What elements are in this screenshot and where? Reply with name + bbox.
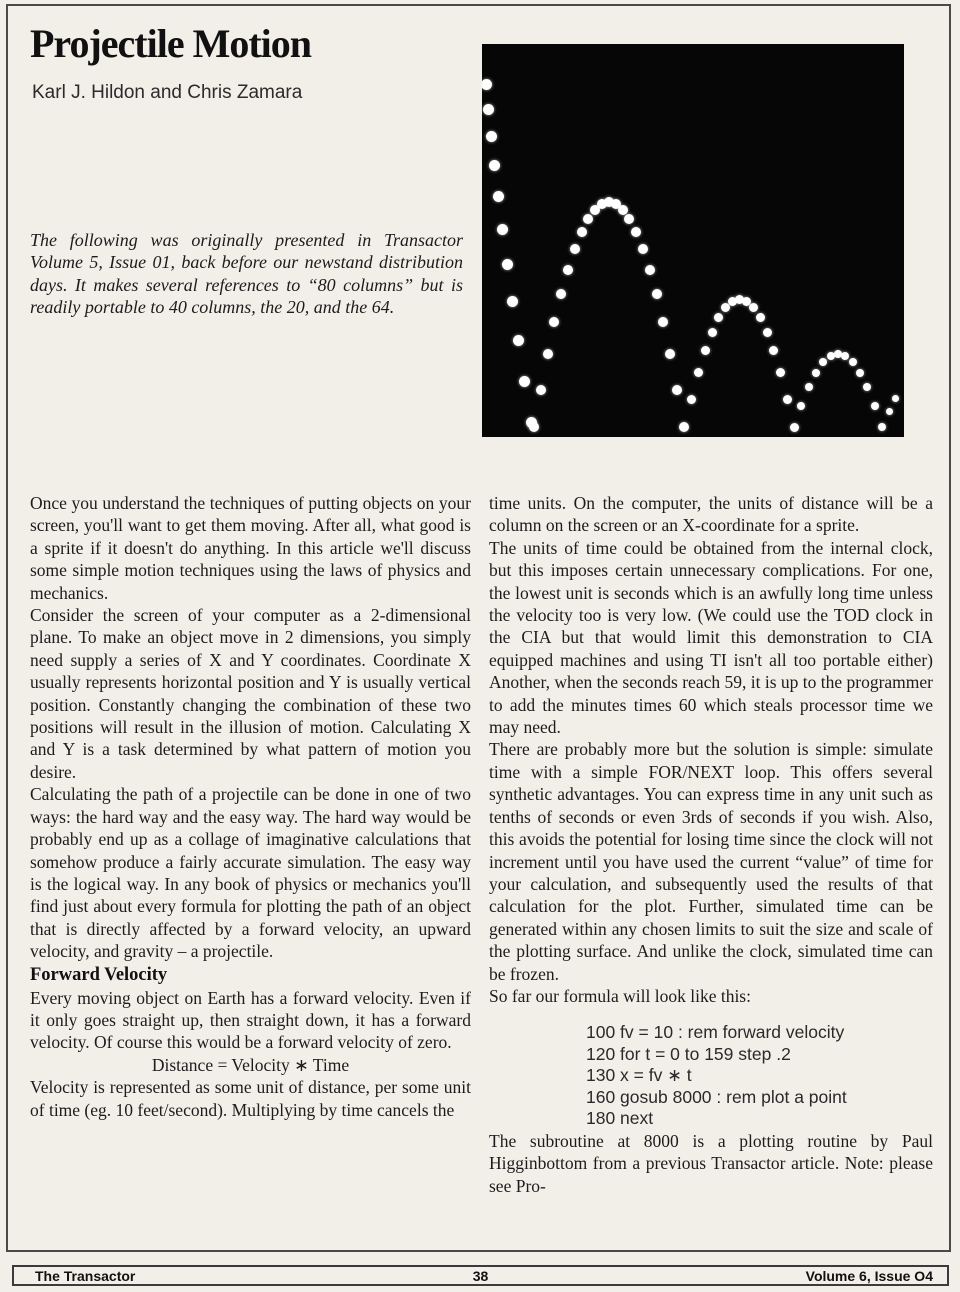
plotted-point <box>536 385 546 395</box>
plotted-point <box>513 335 524 346</box>
plotted-point <box>886 408 893 415</box>
plotted-point <box>687 395 696 404</box>
code-line: 180 next <box>586 1108 654 1129</box>
paragraph: time units. On the computer, the units of distance will be a column on the screen or an X-coordinate for a sprite. <box>489 493 933 536</box>
plotted-point <box>507 296 518 307</box>
plotted-point <box>871 402 879 410</box>
paragraph: The units of time could be obtained from the internal clock, but this imposes certain unnecessary complications. For one, the lowest unit is seconds which is an awfully long time unless the velocity too is very low. (We could use the TOD clock in the CIA but that would limit this demonstration to CIA equipped machines and using TI isn't all too portable either) Another, when the seconds reach 59, it is up to the programmer to add the minutes times 60 which steals processor time we may need. <box>489 537 933 738</box>
paragraph: So far our formula will look like this: <box>489 985 751 1006</box>
plotted-point <box>519 376 530 387</box>
plotted-point <box>624 214 634 224</box>
footer-magazine-name: The Transactor <box>35 1268 136 1284</box>
plotted-point <box>502 259 513 270</box>
plotted-point <box>856 369 864 377</box>
plotted-point <box>486 131 497 142</box>
plotted-point <box>812 369 820 377</box>
plotted-point <box>529 422 539 432</box>
plotted-point <box>863 383 871 391</box>
formula: Distance = Velocity ∗ Time <box>151 1054 350 1075</box>
paragraph: Consider the screen of your computer as a 2-dimensional plane. To make an object move in 2 dimensions, you simply need supply a series of X and Y coordinates. Coordinate X usually represents horizontal position and Y is usually vertical position. Constantly changing the combination of these two positions will result in the illusion of motion. Calculating X and Y is a task determined by what pattern of motion you desire. <box>30 605 471 782</box>
plotted-point <box>652 289 662 299</box>
projectile-plot-photo <box>482 44 904 437</box>
plotted-point <box>892 395 899 402</box>
plotted-point <box>672 385 682 395</box>
plotted-point <box>583 214 593 224</box>
code-line: 100 fv = 10 : rem forward velocity <box>586 1022 845 1043</box>
code-line: 160 gosub 8000 : rem plot a point <box>586 1086 847 1107</box>
plotted-point <box>714 313 723 322</box>
footer-page-number: 38 <box>472 1268 489 1284</box>
plotted-point <box>849 358 857 366</box>
article-byline: Karl J. Hildon and Chris Zamara <box>32 82 303 103</box>
plotted-point <box>841 352 849 360</box>
plotted-point <box>631 227 641 237</box>
plotted-point <box>556 289 566 299</box>
plotted-point <box>665 349 675 359</box>
plotted-point <box>497 224 508 235</box>
code-line: 130 x = fv ∗ t <box>586 1065 692 1086</box>
editor-intro-note: The following was originally presented in Transactor Volume 5, Issue 01, back before our newstand distribution days. It makes several references to “80 columns” but is readily portable to 40 columns, the 20, and the 64. <box>30 230 463 317</box>
plotted-point <box>756 313 765 322</box>
plotted-point <box>483 104 494 115</box>
left-column <box>30 492 471 1121</box>
plotted-point <box>776 368 785 377</box>
paragraph: Once you understand the techniques of putting objects on your screen, you'll want to get them moving. After all, what good is a sprite if it doesn't do anything. In this article we'll discuss some simple motion techniques using the laws of physics and mechanics. <box>30 493 471 603</box>
plotted-point <box>783 395 792 404</box>
plotted-point <box>570 244 580 254</box>
paragraph: Calculating the path of a projectile can be done in one of two ways: the hard way and the easy way. The hard way would be probably end up as a collage of imaginative calculations that somehow produce a fairly accurate simulation. The easy way is the logical way. In any book of physics or mechanics you'll find just about every formula for plotting the path of an object that is directly affected by a forward velocity, an upward velocity, and gravity – a projectile. <box>30 784 471 962</box>
paragraph: Velocity is represented as some unit of distance, per some unit of time (eg. 10 feet/second). Multiplying by time cancels the <box>30 1077 471 1120</box>
plotted-point <box>797 402 805 410</box>
plotted-point <box>563 265 573 275</box>
paragraph: There are probably more but the solution is simple: simulate time with a simple FOR/NEXT loop. This offers several synthetic advantages. You can express time in any unit such as tenths of seconds or even 3rds of seconds if you wish. Also, this avoids the potential for losing time since the clock will not increment until you have used the current “value” of time for your calculation, and subsequently used the results of that calculation for the plot. Further, simulated time can be generated within any chosen limits to suit the size and scale of the plotting surface. And unlike the clock, simulated time can be frozen. <box>489 739 933 984</box>
plotted-point <box>482 79 492 90</box>
plotted-point <box>489 160 500 171</box>
plotted-point <box>577 227 587 237</box>
footer-issue: Volume 6, Issue O4 <box>805 1268 933 1284</box>
code-line: 120 for t = 0 to 159 step .2 <box>586 1043 791 1064</box>
article-title: Projectile Motion <box>30 21 312 66</box>
plotted-point <box>638 244 648 254</box>
plotted-point <box>819 358 827 366</box>
plotted-point <box>694 368 703 377</box>
plotted-point <box>805 383 813 391</box>
plotted-point <box>543 349 553 359</box>
plotted-point <box>701 346 710 355</box>
plotted-point <box>708 328 717 337</box>
plotted-point <box>749 303 758 312</box>
plotted-point <box>645 265 655 275</box>
plotted-point <box>790 423 799 432</box>
plotted-point <box>658 317 668 327</box>
plotted-point <box>878 423 886 431</box>
section-heading: Forward Velocity <box>30 964 168 985</box>
paragraph: The subroutine at 8000 is a plotting routine by Paul Higginbottom from a previous Transactor article. Note: please see Pro- <box>489 1130 933 1196</box>
paragraph: Every moving object on Earth has a forward velocity. Even if it only goes straight up, then straight down, it has a forward velocity. Of course this would be a forward velocity of zero. <box>30 987 471 1053</box>
page-footer <box>12 1265 949 1286</box>
right-column <box>489 492 933 1197</box>
plotted-point <box>763 328 772 337</box>
plotted-point <box>493 191 504 202</box>
basic-code-listing <box>586 1022 933 1130</box>
plotted-point <box>549 317 559 327</box>
plotted-point <box>679 422 689 432</box>
plotted-point <box>769 346 778 355</box>
